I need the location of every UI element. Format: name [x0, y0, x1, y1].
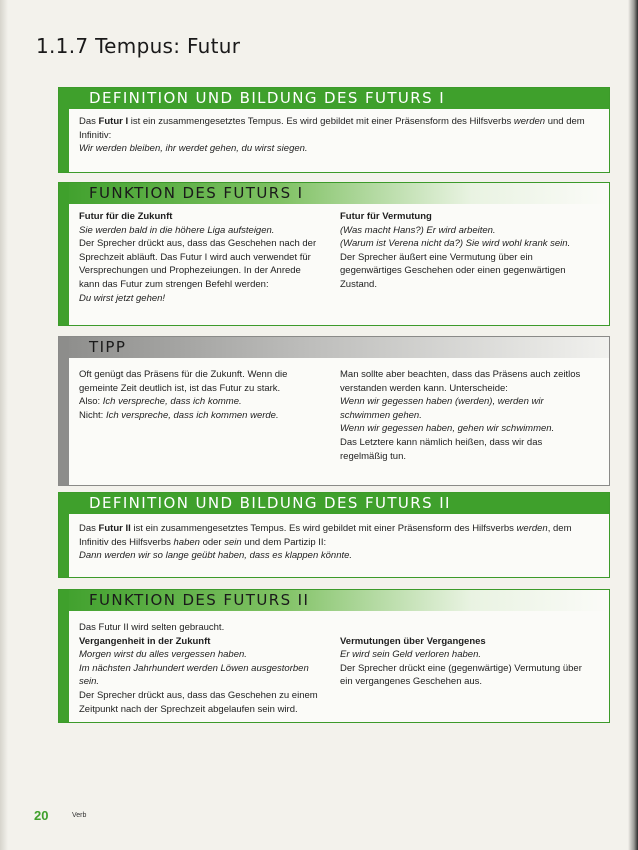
paragraph: Man sollte aber beachten, dass das Präsens auch zeitlos verstanden werden kann. Unterscheide: — [340, 369, 581, 394]
box-content — [59, 204, 609, 313]
paragraph: Das Letztere kann nämlich heißen, dass wir das regelmäßig tun. — [340, 436, 543, 462]
right-column — [336, 210, 597, 305]
box-header: DEFINITION UND BILDUNG DES FUTURS I — [59, 88, 609, 109]
box-side-bar — [59, 183, 69, 325]
left-column — [79, 368, 336, 463]
page-number: 20 — [34, 808, 49, 823]
left-column — [79, 210, 336, 305]
paragraph: Der Sprecher drückt aus, dass das Geschehen zu einem Zeitpunkt nach der Sprechzeit abgelaufen sein wird. — [79, 689, 318, 715]
box-side-bar — [59, 590, 69, 722]
intro: Das Futur II wird selten gebraucht. — [79, 622, 225, 633]
example-also: Also: Ich verspreche, dass ich komme. — [79, 396, 242, 408]
box-funktion-futur1 — [58, 182, 610, 326]
box-header: FUNKTION DES FUTURS II — [59, 590, 609, 611]
column-heading: Futur für Vermutung — [340, 211, 432, 222]
box-content — [59, 358, 609, 471]
box-content — [59, 109, 609, 164]
example: Wenn wir gegessen haben, gehen wir schwimmen. — [340, 423, 555, 435]
right-column — [336, 621, 597, 716]
box-side-bar — [59, 88, 69, 172]
box-side-bar — [59, 493, 69, 577]
box-content — [59, 514, 609, 571]
paragraph: Das Futur II ist ein zusammengesetztes Tempus. Es wird gebildet mit einer Präsensform des Hilfsverbs werden, dem Infinitiv des Hilfsverbs haben oder sein und dem Partizip II: — [79, 523, 572, 548]
section-number: 1.1.7 — [36, 34, 89, 58]
box-content — [59, 611, 609, 724]
example: Dann werden wir so lange geübt haben, dass es klappen könnte. — [79, 550, 353, 562]
column-heading: Vermutungen über Vergangenes — [340, 635, 486, 647]
example: Wir werden bleiben, ihr werdet gehen, du wirst siegen. — [79, 143, 308, 155]
columns — [79, 621, 597, 716]
example-nicht: Nicht: Ich verspreche, dass ich kommen werde. — [79, 409, 279, 421]
example: Sie werden bald in die höhere Liga aufsteigen. — [79, 224, 275, 236]
example: Im nächsten Jahrhundert werden Löwen ausgestorben sein. — [79, 662, 309, 688]
right-column — [336, 368, 597, 463]
column-heading: Vergangenheit in der Zukunft — [79, 635, 211, 647]
column-heading: Futur für die Zukunft — [79, 211, 173, 222]
example: Wenn wir gegessen haben (werden), werden wir schwimmen gehen. — [340, 396, 544, 421]
paragraph: Der Sprecher äußert eine Vermutung über ein gegenwärtiges Geschehen oder einen gegenwärtigen Zustand. — [340, 251, 566, 290]
box-header: FUNKTION DES FUTURS I — [59, 183, 609, 204]
box-definition-futur1 — [58, 87, 610, 173]
paragraph: Das Futur I ist ein zusammengesetztes Tempus. Es wird gebildet mit einer Präsensform des Hilfsverbs werden und dem Infinitiv: — [79, 116, 585, 141]
paragraph: Der Sprecher drückt aus, dass das Geschehen nach der Sprechzeit abläuft. Das Futur I wird auch verwendet für Versprechungen und Prophezeiungen. In der Anrede kann das Futur zum strengen Befehl werden: — [79, 238, 317, 290]
section-name: Tempus: Futur — [95, 34, 241, 58]
paragraph: Oft genügt das Präsens für die Zukunft. Wenn die gemeinte Zeit deutlich ist, ist das Futur zu stark. — [79, 369, 288, 394]
example: Morgen wirst du alles vergessen haben. — [79, 649, 247, 661]
box-side-bar — [59, 337, 69, 485]
footer-label: Verb — [72, 812, 87, 819]
example: Er wird sein Geld verloren haben. — [340, 649, 481, 661]
page-edge-left — [0, 0, 8, 850]
left-column — [79, 621, 336, 716]
box-tipp — [58, 336, 610, 486]
box-funktion-futur2 — [58, 589, 610, 723]
example: Du wirst jetzt gehen! — [79, 292, 166, 304]
example: (Warum ist Verena nicht da?) Sie wird wohl krank sein. — [340, 238, 571, 250]
box-header: DEFINITION UND BILDUNG DES FUTURS II — [59, 493, 609, 514]
box-header: TIPP — [59, 337, 609, 358]
example: (Was macht Hans?) Er wird arbeiten. — [340, 224, 496, 236]
section-title — [36, 34, 240, 58]
page-edge-right — [628, 0, 638, 850]
paragraph: Der Sprecher drückt eine (gegenwärtige) Vermutung über ein vergangenes Geschehen aus. — [340, 662, 582, 688]
box-definition-futur2 — [58, 492, 610, 578]
